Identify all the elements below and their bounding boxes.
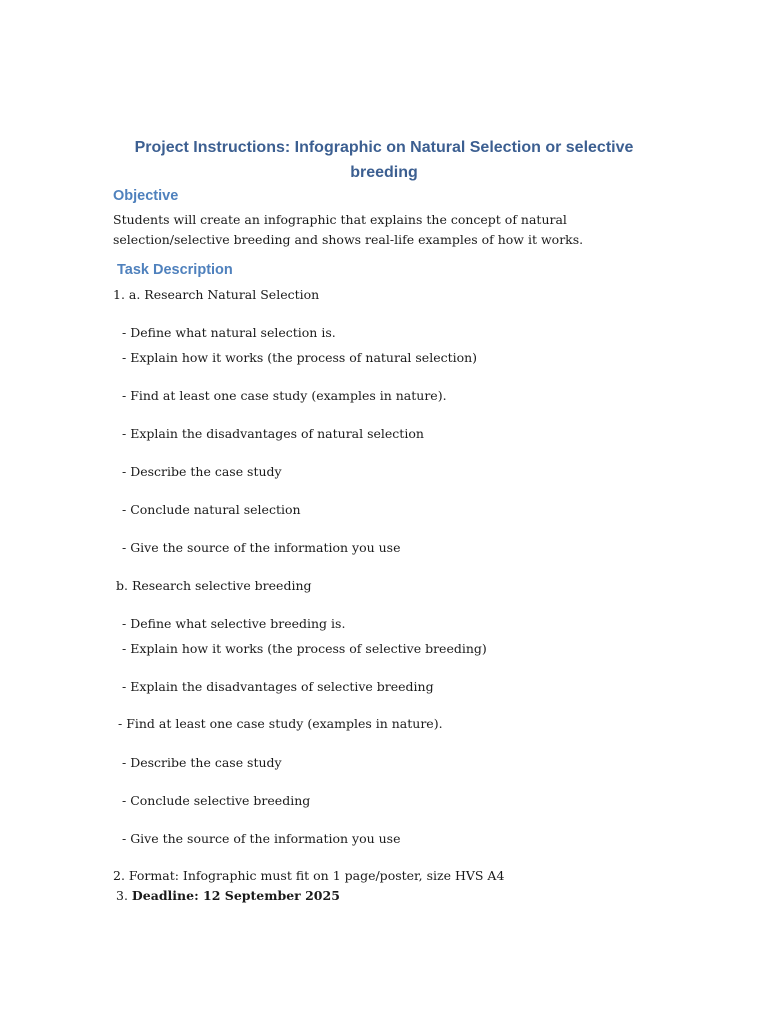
part-a-item: - Conclude natural selection — [122, 502, 301, 517]
part-a-item: - Explain the disadvantages of natural selection — [122, 426, 424, 441]
part-b-item: - Explain how it works (the process of selective breeding) — [122, 641, 487, 656]
part-b-item: - Conclude selective breeding — [122, 793, 311, 808]
part-a-item: - Explain how it works (the process of natural selection) — [122, 350, 478, 365]
objective-heading: Objective — [113, 188, 179, 204]
part-b-item: - Give the source of the information you use — [122, 831, 401, 846]
deadline-number: 3. — [116, 888, 128, 903]
part-b-item: - Find at least one case study (examples in nature). — [118, 716, 443, 731]
part-b-item: - Define what selective breeding is. — [122, 616, 346, 631]
part-a-item: - Define what natural selection is. — [122, 325, 336, 340]
deadline-line — [116, 888, 340, 904]
part-a-item: - Find at least one case study (examples in nature). — [122, 388, 447, 403]
part-b-label: b. Research selective breeding — [116, 578, 312, 593]
objective-text: Students will create an infographic that explains the concept of natural selection/selective breeding and shows real-life examples of how it works. — [113, 212, 584, 247]
document-title: Project Instructions: Infographic on Natural Selection or selective breeding — [134, 138, 634, 181]
part-b-item: - Describe the case study — [122, 755, 282, 770]
part-a-item: - Describe the case study — [122, 464, 282, 479]
part-a-item: - Give the source of the information you use — [122, 540, 401, 555]
part-b-item: - Explain the disadvantages of selective breeding — [122, 679, 434, 694]
deadline-text: Deadline: 12 September 2025 — [131, 888, 340, 903]
part-a-label: 1. a. Research Natural Selection — [113, 287, 320, 302]
format-line: 2. Format: Infographic must fit on 1 page/poster, size HVS A4 — [113, 868, 505, 883]
task-description-heading: Task Description — [117, 262, 233, 278]
